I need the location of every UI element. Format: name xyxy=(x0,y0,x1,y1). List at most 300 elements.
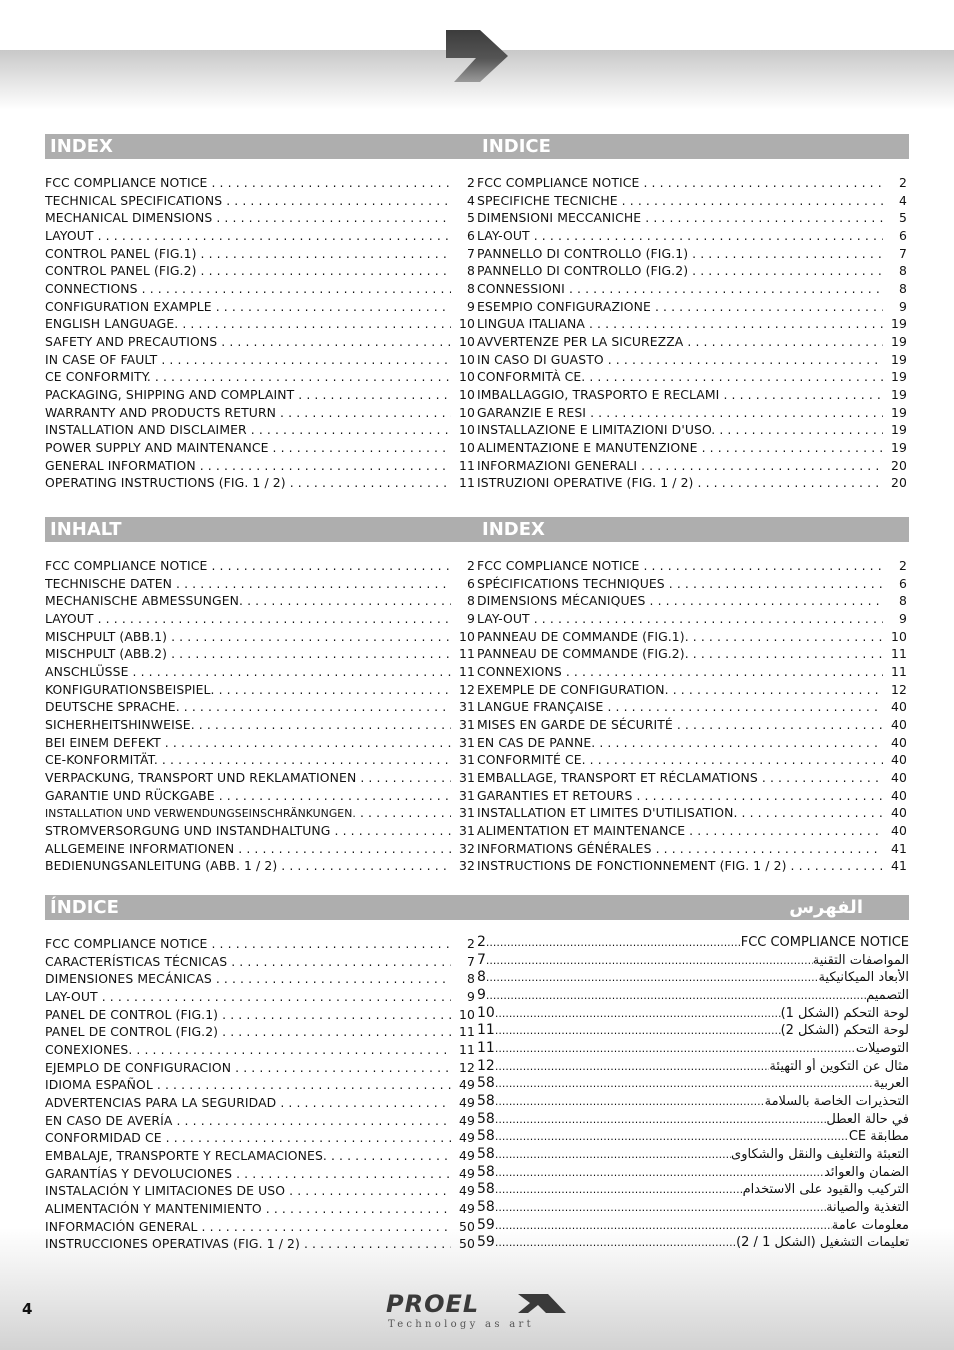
toc-entry-label: CONNESSIONI xyxy=(477,280,565,296)
dot-leader xyxy=(211,558,451,573)
toc-entry xyxy=(477,281,909,299)
page-number: 4 xyxy=(22,1300,33,1318)
toc-entry-label: GARANZIE E RESI xyxy=(477,404,587,420)
toc-entry-page: 19 xyxy=(891,351,907,367)
dot-leader xyxy=(719,422,883,437)
toc-entry-page: 31 xyxy=(459,716,475,732)
dot-leader xyxy=(692,263,883,278)
toc-entry-label: التركيب والقيود على الاستخدام xyxy=(742,1182,909,1198)
toc-entry-label: DIMENSIONI MECCANICHE xyxy=(477,210,642,226)
toc-entry-label: MISCHPULT (ABB.2) xyxy=(45,646,168,662)
dot-leader xyxy=(298,387,451,402)
dot-leader xyxy=(692,246,883,261)
dot-leader xyxy=(762,770,883,785)
toc-entry-page: 19 xyxy=(891,386,907,402)
dot-leader xyxy=(742,805,884,820)
dot-leader xyxy=(331,1148,451,1163)
toc-entry-page: 10 xyxy=(459,404,475,420)
toc-entry-page: 49 xyxy=(459,1147,475,1163)
toc-entry-label: LANGUE FRANÇAISE xyxy=(477,699,604,715)
dot-leader xyxy=(247,593,451,608)
toc-entry-page: 8 xyxy=(467,593,475,609)
toc-entry xyxy=(477,210,909,228)
dot-leader xyxy=(165,735,451,750)
toc-entry-label: GENERAL INFORMATION xyxy=(45,457,196,473)
toc-entry xyxy=(477,475,909,493)
toc-entry xyxy=(477,369,909,387)
toc-entry xyxy=(45,1166,477,1184)
toc-entry-page: 58 xyxy=(477,1092,495,1109)
toc-entry-label: STROMVERSORGUNG UND INSTANDHALTUNG xyxy=(45,822,331,838)
toc-entry-label: IMBALLAGGIO, TRASPORTO E RECLAMI xyxy=(477,386,720,402)
toc-entry xyxy=(477,458,909,476)
toc-list xyxy=(477,175,909,493)
dot-leader xyxy=(201,246,451,261)
toc-entry xyxy=(45,699,477,717)
toc-entry-page: 32 xyxy=(459,840,475,856)
toc-entry xyxy=(477,175,909,193)
toc-entry-page: 9 xyxy=(899,298,907,314)
dot-leader xyxy=(211,936,451,951)
toc-entry-page: 8 xyxy=(467,971,475,987)
toc-entry-page: 4 xyxy=(467,192,475,208)
dot-leader xyxy=(280,405,451,420)
toc-entry-page: 31 xyxy=(459,769,475,785)
toc-entry xyxy=(477,1217,909,1235)
toc-entry-label: التغذية والصيانة xyxy=(826,1199,909,1215)
toc-entry-label: EXEMPLE DE CONFIGURATION. xyxy=(477,681,669,697)
toc-entry xyxy=(45,936,477,954)
toc-entry-label: SICHERHEITSHINWEISE. xyxy=(45,716,195,732)
dot-leader xyxy=(590,405,883,420)
toc-entry-label: DEUTSCHE SPRACHE. xyxy=(45,699,180,715)
dot-leader xyxy=(182,316,451,331)
dot-leader xyxy=(495,1007,781,1020)
toc-entry xyxy=(477,1111,909,1129)
toc-entry-label: BEI EINEM DEFEKT xyxy=(45,734,161,750)
dot-leader xyxy=(98,611,451,626)
toc-entry xyxy=(45,576,477,594)
toc-entry-page: 6 xyxy=(899,575,907,591)
toc-entry-label: INFORMAZIONI GENERALI xyxy=(477,457,638,473)
toc-entry-label: EN CAS DE PANNE. xyxy=(477,734,596,750)
toc-entry xyxy=(477,193,909,211)
dot-leader xyxy=(235,1060,451,1075)
dot-leader xyxy=(266,1201,451,1216)
dot-leader xyxy=(136,1042,451,1057)
dot-leader xyxy=(495,1024,781,1037)
toc-entry-label: FCC COMPLIANCE NOTICE xyxy=(45,936,208,951)
toc-entry xyxy=(45,841,477,859)
toc-entry xyxy=(477,1181,909,1199)
dot-leader xyxy=(222,1007,451,1022)
dot-leader xyxy=(495,1113,827,1126)
toc-entry-page: 40 xyxy=(891,805,907,821)
toc-entry-page: 31 xyxy=(459,752,475,768)
toc-entry-page: 6 xyxy=(467,227,475,243)
dot-leader xyxy=(495,1183,743,1196)
toc-entry-label: EMBALLAGE, TRANSPORT ET RÉCLAMATIONS xyxy=(477,769,758,785)
toc-entry xyxy=(477,1022,909,1040)
dot-leader xyxy=(360,770,451,785)
toc-entry-page: 41 xyxy=(891,840,907,856)
toc-entry-label: ALIMENTACIÓN Y MANTENIMIENTO xyxy=(45,1200,262,1216)
toc-entry xyxy=(477,405,909,423)
dot-leader xyxy=(273,440,451,455)
toc-entry xyxy=(45,475,477,493)
toc-entry-label: التصميم xyxy=(866,987,909,1003)
toc-entry xyxy=(477,558,909,576)
toc-entry xyxy=(477,682,909,700)
dot-leader xyxy=(607,699,883,714)
toc-entry-label: BEDIENUNGSANLEITUNG (ABB. 1 / 2) xyxy=(45,858,278,874)
toc-entry xyxy=(477,788,909,806)
toc-entry-page: 2 xyxy=(467,936,475,951)
section-es xyxy=(45,895,477,1254)
toc-entry-page: 40 xyxy=(891,699,907,715)
dot-leader xyxy=(226,193,451,208)
toc-entry-page: 10 xyxy=(459,439,475,455)
dot-leader xyxy=(495,1148,731,1161)
toc-entry-page: 49 xyxy=(459,1112,475,1128)
dot-leader xyxy=(142,281,451,296)
toc-entry-label: CONFORMITÉ CE. xyxy=(477,752,586,768)
toc-entry-page: 10 xyxy=(459,369,475,385)
dot-leader xyxy=(495,1166,824,1179)
toc-entry-label: INSTALLATION ET LIMITES D'UTILISATION. xyxy=(477,805,738,821)
toc-entry-page: 40 xyxy=(891,752,907,768)
dot-leader xyxy=(689,823,883,838)
toc-entry xyxy=(45,299,477,317)
dot-leader xyxy=(655,299,883,314)
toc-entry-label: PANNEAU DE COMMANDE (FIG.1). xyxy=(477,628,689,644)
toc-entry-page: 19 xyxy=(891,422,907,438)
toc-entry-label: PANNELLO DI CONTROLLO (FIG.2) xyxy=(477,263,689,279)
toc-entry-page: 49 xyxy=(459,1165,475,1181)
toc-entry-label: ESEMPIO CONFIGURAZIONE xyxy=(477,298,651,314)
toc-entry-page: 11 xyxy=(891,663,907,679)
dot-leader xyxy=(495,1060,770,1073)
dot-leader xyxy=(171,629,451,644)
toc-entry-label: CONTROL PANEL (FIG.1) xyxy=(45,245,197,261)
toc-entry-page: 40 xyxy=(891,734,907,750)
dot-leader xyxy=(495,1236,736,1249)
toc-entry-label: LAY-OUT xyxy=(477,610,530,626)
dot-leader xyxy=(184,699,451,714)
toc-entry-page: 10 xyxy=(891,628,907,644)
toc-entry xyxy=(45,629,477,647)
toc-entry-label: LINGUA ITALIANA xyxy=(477,316,585,332)
dot-leader xyxy=(590,752,883,767)
toc-entry xyxy=(45,193,477,211)
toc-entry xyxy=(45,1130,477,1148)
toc-entry-label: CARACTERÍSTICAS TÉCNICAS xyxy=(45,953,228,969)
toc-entry-page: 8 xyxy=(477,969,486,986)
dot-leader xyxy=(98,228,451,243)
toc-list xyxy=(45,936,477,1254)
toc-entry-label: لوحة التحكم (الشكل 1) xyxy=(780,1005,909,1021)
toc-entry xyxy=(45,334,477,352)
toc-entry-page: 31 xyxy=(459,805,475,821)
toc-entry-page: 9 xyxy=(467,988,475,1004)
dot-leader xyxy=(641,458,883,473)
toc-entry xyxy=(477,934,909,952)
toc-entry-page: 49 xyxy=(459,1130,475,1146)
dot-leader xyxy=(589,316,883,331)
toc-entry xyxy=(45,1077,477,1095)
section-ar xyxy=(477,895,909,1252)
dot-leader xyxy=(280,1095,451,1110)
toc-entry-page: 7 xyxy=(899,245,907,261)
toc-entry xyxy=(45,210,477,228)
toc-entry-label: INFORMATIONS GÉNÉRALES xyxy=(477,840,652,856)
toc-entry-page: 7 xyxy=(467,953,475,969)
toc-entry-label: WARRANTY AND PRODUCTS RETURN xyxy=(45,404,277,420)
toc-entry-label: FCC COMPLIANCE NOTICE xyxy=(45,175,208,190)
toc-entry xyxy=(45,1113,477,1131)
toc-entry-label: LAY-OUT xyxy=(477,227,530,243)
dot-leader xyxy=(495,1219,832,1232)
toc-entry xyxy=(477,1199,909,1217)
toc-entry xyxy=(45,682,477,700)
chevron-right-icon xyxy=(444,28,510,84)
toc-entry-page: 58 xyxy=(477,1145,495,1162)
toc-entry-label: GARANTIE UND RÜCKGABE xyxy=(45,787,215,803)
toc-entry-label: EJEMPLO DE CONFIGURACION xyxy=(45,1059,232,1075)
toc-entry-label: EMBALAJE, TRANSPORTE Y RECLAMACIONES. xyxy=(45,1147,327,1163)
toc-entry-label: INSTRUCCIONES OPERATIVAS (FIG. 1 / 2) xyxy=(45,1236,300,1252)
toc-entry xyxy=(45,858,477,876)
section-title: INHALT xyxy=(45,517,477,542)
toc-entry xyxy=(477,1058,909,1076)
toc-entry-page: 8 xyxy=(467,263,475,279)
toc-entry-label: PANNEAU DE COMMANDE (FIG.2). xyxy=(477,646,689,662)
toc-entry-page: 7 xyxy=(477,951,486,968)
proel-arrow-icon xyxy=(518,1293,568,1315)
toc-entry-label: ANSCHLÜSSE xyxy=(45,663,129,679)
dot-leader xyxy=(693,629,883,644)
dot-leader xyxy=(495,1042,856,1055)
toc-entry-label: CE CONFORMITY. xyxy=(45,369,151,385)
toc-entry-page: 8 xyxy=(899,263,907,279)
toc-entry-label: CONFORMIDAD CE xyxy=(45,1130,162,1146)
toc-list xyxy=(45,175,477,493)
toc-entry xyxy=(45,369,477,387)
toc-entry xyxy=(477,593,909,611)
dot-leader xyxy=(281,858,451,873)
toc-entry-label: LAY-OUT xyxy=(45,988,98,1004)
section-it xyxy=(477,134,909,493)
toc-entry xyxy=(45,1236,477,1254)
toc-entry xyxy=(45,281,477,299)
toc-entry-page: 6 xyxy=(467,575,475,591)
toc-entry-page: 32 xyxy=(459,858,475,874)
toc-entry-label: GARANTIES ET RETOURS xyxy=(477,787,633,803)
toc-entry-label: INSTALACIÓN Y LIMITACIONES DE USO xyxy=(45,1183,286,1199)
toc-entry xyxy=(477,1075,909,1093)
toc-entry xyxy=(45,735,477,753)
toc-entry-label: IN CASO DI GUASTO xyxy=(477,351,604,367)
toc-entry-page: 11 xyxy=(891,646,907,662)
dot-leader xyxy=(723,387,883,402)
toc-entry xyxy=(45,593,477,611)
section-title: INDEX xyxy=(477,517,909,542)
dot-leader xyxy=(155,369,451,384)
toc-entry-label: الأبعاد الميكانيكية xyxy=(818,970,909,986)
toc-entry-page: 31 xyxy=(459,822,475,838)
toc-entry xyxy=(477,752,909,770)
toc-entry-label: LAYOUT xyxy=(45,227,94,243)
toc-entry-label: DIMENSIONES MECÁNICAS xyxy=(45,971,212,987)
toc-entry-page: 59 xyxy=(477,1216,495,1233)
toc-entry-label: CONFORMITÀ CE. xyxy=(477,369,586,385)
toc-entry xyxy=(45,175,477,193)
toc-entry-label: التوصيلات xyxy=(855,1040,909,1056)
dot-leader xyxy=(216,971,451,986)
toc-entry-label: CE-KONFORMITÄT. xyxy=(45,752,158,768)
toc-entry xyxy=(45,717,477,735)
dot-leader xyxy=(216,210,451,225)
toc-entry-label: INSTALLATION UND VERWENDUNGSEINSCHRÄNKUNGEN. xyxy=(45,807,356,821)
toc-entry xyxy=(45,316,477,334)
dot-leader xyxy=(693,646,883,661)
toc-entry xyxy=(477,352,909,370)
toc-entry-label: TECHNICAL SPECIFICATIONS xyxy=(45,192,223,208)
toc-entry xyxy=(477,334,909,352)
toc-entry-label: INSTALLAZIONE E LIMITAZIONI D'USO. xyxy=(477,422,716,438)
toc-entry-page: 9 xyxy=(467,610,475,626)
toc-entry xyxy=(477,1040,909,1058)
toc-entry-page: 59 xyxy=(477,1234,495,1251)
toc-entry-page: 5 xyxy=(467,210,475,226)
toc-entry xyxy=(477,717,909,735)
toc-entry-page: 40 xyxy=(891,822,907,838)
dot-leader xyxy=(599,735,883,750)
dot-leader xyxy=(643,558,883,573)
dot-leader xyxy=(360,805,451,820)
toc-entry-page: 49 xyxy=(459,1200,475,1216)
toc-entry-label: EN CASO DE AVERÍA xyxy=(45,1112,173,1128)
toc-entry-label: PANEL DE CONTROL (FIG.2) xyxy=(45,1024,219,1040)
toc-entry-label: مطابقة CE xyxy=(848,1129,909,1145)
toc-entry-page: 31 xyxy=(459,734,475,750)
toc-entry-page: 8 xyxy=(899,593,907,609)
toc-entry-label: CONFIGURATION EXAMPLE xyxy=(45,298,212,314)
toc-entry-label: MISCHPULT (ABB.1) xyxy=(45,628,168,644)
toc-entry-page: 5 xyxy=(899,210,907,226)
toc-entry xyxy=(45,458,477,476)
toc-entry xyxy=(477,299,909,317)
toc-entry-label: تعليمات التشغيل (الشكل 1 / 2) xyxy=(736,1235,909,1251)
toc-entry-label: KONFIGURATIONSBEISPIEL. xyxy=(45,681,215,697)
toc-entry xyxy=(477,770,909,788)
dot-leader xyxy=(673,682,883,697)
toc-entry xyxy=(477,1234,909,1252)
toc-entry xyxy=(477,952,909,970)
toc-entry-label: ALIMENTAZIONE E MANUTENZIONE xyxy=(477,439,698,455)
toc-entry-label: ENGLISH LANGUAGE. xyxy=(45,316,179,332)
toc-entry-label: مثال عن التكوين أو التهيئة xyxy=(769,1058,909,1074)
toc-entry xyxy=(477,858,909,876)
dot-leader xyxy=(176,1113,451,1128)
dot-leader xyxy=(608,352,883,367)
toc-entry-label: TECHNISCHE DATEN xyxy=(45,575,172,591)
toc-list xyxy=(45,558,477,876)
toc-entry-label: SAFETY AND PRECAUTIONS xyxy=(45,333,218,349)
dot-leader xyxy=(645,210,883,225)
toc-entry-page: 31 xyxy=(459,699,475,715)
dot-leader xyxy=(133,664,452,679)
toc-entry-label: FCC COMPLIANCE NOTICE xyxy=(477,175,640,190)
toc-entry xyxy=(45,989,477,1007)
toc-entry-page: 2 xyxy=(467,558,475,573)
toc-entry-label: FCC COMPLIANCE NOTICE xyxy=(477,558,640,573)
dot-leader xyxy=(677,717,883,732)
toc-entry xyxy=(45,1024,477,1042)
toc-entry-page: 19 xyxy=(891,333,907,349)
toc-entry-page: 11 xyxy=(459,475,475,491)
toc-entry-page: 58 xyxy=(477,1181,495,1198)
dot-leader xyxy=(495,1130,849,1143)
dot-leader xyxy=(161,352,451,367)
toc-entry xyxy=(45,558,477,576)
toc-entry-page: 12 xyxy=(459,1059,475,1075)
toc-entry-label: التحذيرات الخاصة بالسلامة xyxy=(764,1093,909,1109)
toc-entry-page: 9 xyxy=(477,986,486,1003)
dot-leader xyxy=(216,299,451,314)
toc-entry xyxy=(477,611,909,629)
toc-entry-page: 12 xyxy=(459,681,475,697)
toc-entry xyxy=(45,1201,477,1219)
toc-entry-label: SPECIFICHE TECNICHE xyxy=(477,192,618,208)
toc-entry-page: 10 xyxy=(459,628,475,644)
dot-leader xyxy=(219,788,451,803)
toc-entry xyxy=(45,971,477,989)
toc-entry xyxy=(477,1093,909,1111)
toc-entry xyxy=(477,316,909,334)
toc-entry xyxy=(45,1042,477,1060)
section-title: ÍNDICE xyxy=(45,895,477,920)
toc-entry-page: 9 xyxy=(899,610,907,626)
toc-entry-page: 49 xyxy=(459,1183,475,1199)
toc-entry xyxy=(45,805,477,823)
toc-entry-label: CONTROL PANEL (FIG.2) xyxy=(45,263,197,279)
toc-entry-label: VERPACKUNG, TRANSPORT UND REKLAMATIONEN xyxy=(45,769,357,785)
dot-leader xyxy=(290,475,451,490)
toc-entry xyxy=(45,387,477,405)
dot-leader xyxy=(656,841,883,856)
toc-entry-label: FCC COMPLIANCE NOTICE xyxy=(740,935,909,950)
toc-entry-label: POWER SUPPLY AND MAINTENANCE xyxy=(45,439,269,455)
dot-leader xyxy=(669,576,883,591)
toc-entry-page: 58 xyxy=(477,1110,495,1127)
dot-leader xyxy=(569,281,883,296)
toc-entry-label: LAYOUT xyxy=(45,610,94,626)
toc-entry-label: لوحة التحكم (الشكل 2) xyxy=(780,1023,909,1039)
toc-entry-page: 20 xyxy=(891,457,907,473)
toc-entry xyxy=(477,805,909,823)
toc-list-arabic xyxy=(477,934,909,1252)
toc-entry-page: 49 xyxy=(459,1077,475,1093)
toc-entry-label: PACKAGING, SHIPPING AND COMPLAINT xyxy=(45,386,295,402)
toc-entry-page: 9 xyxy=(467,298,475,314)
toc-entry xyxy=(45,1183,477,1201)
section-title: الفهرس xyxy=(477,895,909,920)
toc-entry xyxy=(477,1128,909,1146)
toc-entry-label: FCC COMPLIANCE NOTICE xyxy=(45,558,208,573)
toc-entry-page: 40 xyxy=(891,769,907,785)
toc-entry-page: 20 xyxy=(891,475,907,491)
